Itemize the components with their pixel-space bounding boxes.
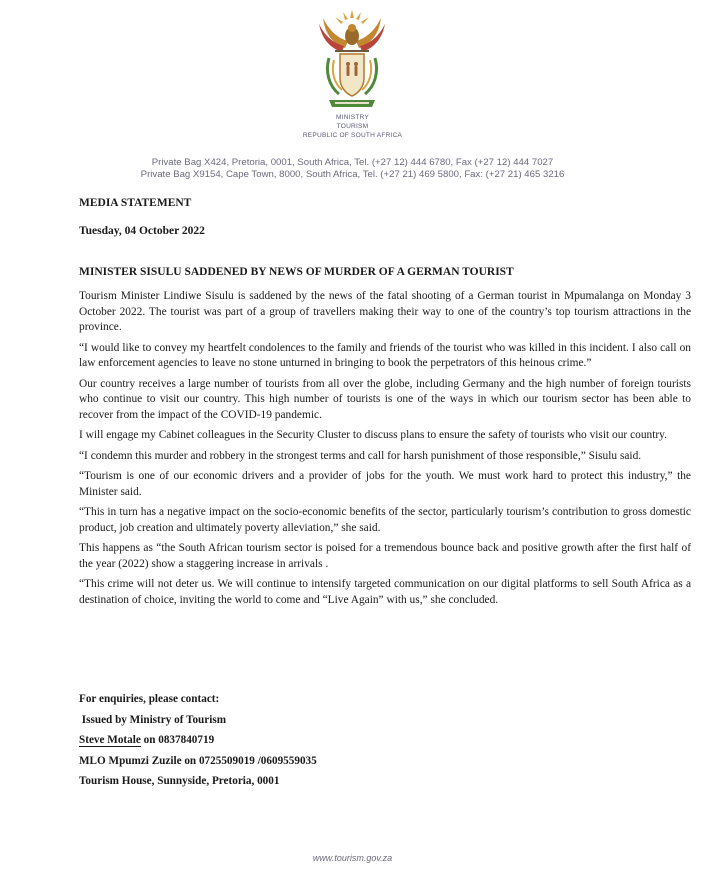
- pretoria-address: Private Bag X424, Pretoria, 0001, South Africa, Tel. (+27 12) 444 6780, Fax (+27 12) 444 7027: [151, 157, 554, 168]
- statement-date: Tuesday, 04 October 2022: [79, 225, 205, 237]
- cape-town-address: Private Bag X9154, Cape Town, 8000, South Africa, Tel. (+27 21) 469 5800, Fax: (+27 21) 465 3216: [140, 169, 565, 180]
- spokesperson-line: [79, 730, 317, 751]
- mlo-contact: MLO Mpumzi Zuzile on 0725509019 /0609559035: [79, 754, 317, 767]
- body-paragraph: “I condemn this murder and robbery in the strongest terms and call for harsh punishment of those responsible,” Sisulu said.: [79, 449, 642, 462]
- body-paragraph: “This in turn has a negative impact on the socio-economic benefits of the sector, particularly tourism’s contribution to gross domestic product, job creation and ultimately poverty alleviation,” she said.: [79, 506, 691, 534]
- statement-body: [79, 289, 691, 613]
- body-paragraph: This happens as “the South African tourism sector is poised for a tremendous bounce back and positive growth after the first half of the year (2022) show a staggering increase in arrivals .: [79, 542, 691, 570]
- body-paragraph: Our country receives a large number of tourists from all over the globe, including Germany and the high number of foreign tourists who continue to visit our country. This high number of tourists is one of the ways in which our tourism sector has been able to recover from the impact of the COVID-19 pandemic.: [79, 377, 691, 421]
- contact-heading: For enquiries, please contact:: [79, 693, 220, 705]
- body-paragraph: Tourism Minister Lindiwe Sisulu is saddened by the news of the fatal shooting of a German tourist in Mpumalanga on Monday 3 October 2022. The tourist was part of a group of travellers making their way to one of the country’s top tourism attractions in the province.: [79, 290, 691, 333]
- spokesperson-phone: on 0837840719: [140, 734, 215, 747]
- ministry-line: MINISTRY: [336, 114, 369, 121]
- footer-website-link[interactable]: www.tourism.gov.za: [312, 853, 393, 863]
- ministry-name-block: [0, 113, 705, 140]
- contact-block: [79, 689, 317, 792]
- coat-of-arms-crest: [315, 8, 389, 112]
- statement-label: MEDIA STATEMENT: [79, 197, 192, 209]
- ministry-line: TOURISM: [336, 123, 369, 130]
- body-paragraph: “I would like to convey my heartfelt condolences to the family and friends of the tourist who was killed in this incident. I also call on law enforcement agencies to leave no stone unturned in bringing to book the perpetrators of this heinous crime.”: [79, 341, 691, 369]
- ministry-line: REPUBLIC OF SOUTH AFRICA: [302, 132, 403, 139]
- body-paragraph: “This crime will not deter us. We will continue to intensify targeted communication on our digital platforms to sell South Africa as a destination of choice, inviting the world to come and “Live Again” with us,” she concluded.: [79, 578, 691, 606]
- statement-headline: MINISTER SISULU SADDENED BY NEWS OF MURDER OF A GERMAN TOURIST: [79, 266, 514, 278]
- postal-address-block: [0, 157, 705, 181]
- issued-by: Issued by Ministry of Tourism: [79, 713, 227, 726]
- body-paragraph: “Tourism is one of our economic drivers and a provider of jobs for the youth. We must work hard to protect this industry,” the Minister said.: [79, 470, 691, 498]
- spokesperson-name: Steve Motale: [79, 734, 141, 747]
- office-address: Tourism House, Sunnyside, Pretoria, 0001: [79, 775, 280, 788]
- body-paragraph: I will engage my Cabinet colleagues in the Security Cluster to discuss plans to ensure the safety of tourists who visit our country.: [79, 429, 667, 441]
